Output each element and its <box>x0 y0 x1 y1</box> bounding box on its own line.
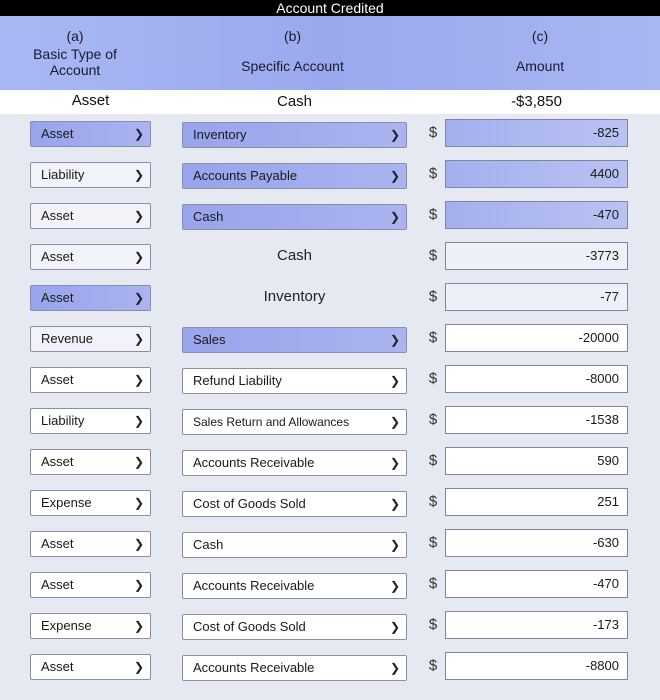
amount-input[interactable]: -173 <box>445 611 628 639</box>
chevron-down-icon: ❯ <box>389 374 400 388</box>
column-b-title: Specific Account <box>241 58 344 74</box>
chevron-down-icon: ❯ <box>133 414 144 428</box>
column-header-type <box>20 28 130 78</box>
chevron-down-icon: ❯ <box>133 578 144 592</box>
table-row <box>0 121 660 162</box>
specific-account-select[interactable]: Cash ❯ <box>182 532 407 558</box>
chevron-down-icon: ❯ <box>389 128 400 142</box>
given-account: Cash <box>276 93 313 110</box>
column-a-letter: (a) <box>66 28 84 44</box>
currency-symbol: $ <box>428 575 438 592</box>
table-row <box>0 408 660 449</box>
amount-input[interactable]: 4400 <box>445 160 628 188</box>
table-row <box>0 572 660 613</box>
table-row <box>0 613 660 654</box>
specific-account-select[interactable]: Accounts Receivable ❯ <box>182 655 407 681</box>
account-type-select[interactable]: Asset ❯ <box>30 121 151 147</box>
account-type-select[interactable]: Asset ❯ <box>30 203 151 229</box>
currency-symbol: $ <box>428 247 438 264</box>
table-row <box>0 162 660 203</box>
account-type-select[interactable]: Asset ❯ <box>30 285 151 311</box>
table-row <box>0 367 660 408</box>
chevron-down-icon: ❯ <box>389 415 400 429</box>
chevron-down-icon: ❯ <box>133 209 144 223</box>
amount-input[interactable]: -77 <box>445 283 628 311</box>
account-type-select[interactable]: Asset ❯ <box>30 367 151 393</box>
given-type: Asset <box>71 92 110 109</box>
chevron-down-icon: ❯ <box>389 661 400 675</box>
amount-input[interactable]: 251 <box>445 488 628 516</box>
account-type-select[interactable]: Asset ❯ <box>30 244 151 270</box>
chevron-down-icon: ❯ <box>389 538 400 552</box>
chevron-down-icon: ❯ <box>389 333 400 347</box>
currency-symbol: $ <box>428 288 438 305</box>
chevron-down-icon: ❯ <box>133 373 144 387</box>
amount-input[interactable]: 590 <box>445 447 628 475</box>
currency-symbol: $ <box>428 206 438 223</box>
currency-symbol: $ <box>428 165 438 182</box>
amount-input[interactable]: -470 <box>445 570 628 598</box>
chevron-down-icon: ❯ <box>389 579 400 593</box>
currency-symbol: $ <box>428 370 438 387</box>
account-type-select[interactable]: Asset ❯ <box>30 654 151 680</box>
column-b-letter: (b) <box>283 28 302 44</box>
column-header-account <box>180 28 405 74</box>
chevron-down-icon: ❯ <box>389 210 400 224</box>
table-row <box>0 531 660 572</box>
specific-account-text: Cash <box>276 247 313 264</box>
currency-symbol: $ <box>428 124 438 141</box>
account-type-select[interactable]: Expense ❯ <box>30 613 151 639</box>
specific-account-select[interactable]: Sales ❯ <box>182 327 407 353</box>
chevron-down-icon: ❯ <box>133 332 144 346</box>
account-type-select[interactable]: Asset ❯ <box>30 531 151 557</box>
window-title: Account Credited <box>276 0 384 16</box>
column-c-letter: (c) <box>531 28 549 44</box>
amount-input[interactable]: -3773 <box>445 242 628 270</box>
amount-input[interactable]: -20000 <box>445 324 628 352</box>
chevron-down-icon: ❯ <box>133 496 144 510</box>
specific-account-select[interactable]: Accounts Receivable ❯ <box>182 573 407 599</box>
table-row <box>0 203 660 244</box>
chevron-down-icon: ❯ <box>133 455 144 469</box>
specific-account-select[interactable]: Inventory ❯ <box>182 122 407 148</box>
amount-input[interactable]: -1538 <box>445 406 628 434</box>
account-type-select[interactable]: Asset ❯ <box>30 572 151 598</box>
specific-account-select[interactable]: Accounts Payable ❯ <box>182 163 407 189</box>
column-c-title: Amount <box>515 58 565 74</box>
currency-symbol: $ <box>428 452 438 469</box>
given-amount: -$3,850 <box>511 93 562 110</box>
chevron-down-icon: ❯ <box>133 537 144 551</box>
chevron-down-icon: ❯ <box>133 619 144 633</box>
specific-account-select[interactable]: Cash ❯ <box>182 204 407 230</box>
chevron-down-icon: ❯ <box>133 250 144 264</box>
chevron-down-icon: ❯ <box>133 168 144 182</box>
specific-account-select[interactable]: Sales Return and Allowances ❯ <box>182 409 407 435</box>
specific-account-select[interactable]: Cost of Goods Sold ❯ <box>182 491 407 517</box>
chevron-down-icon: ❯ <box>133 660 144 674</box>
account-type-select[interactable]: Asset ❯ <box>30 449 151 475</box>
chevron-down-icon: ❯ <box>133 127 144 141</box>
column-a-title: Basic Type of Account <box>33 46 117 78</box>
column-header-amount <box>450 28 630 74</box>
given-row <box>0 90 660 114</box>
table-row <box>0 244 660 285</box>
chevron-down-icon: ❯ <box>389 456 400 470</box>
table-row <box>0 285 660 326</box>
chevron-down-icon: ❯ <box>389 620 400 634</box>
account-type-select[interactable]: Liability ❯ <box>30 408 151 434</box>
chevron-down-icon: ❯ <box>389 169 400 183</box>
currency-symbol: $ <box>428 534 438 551</box>
currency-symbol: $ <box>428 411 438 428</box>
account-type-select[interactable]: Revenue ❯ <box>30 326 151 352</box>
amount-input[interactable]: -8800 <box>445 652 628 680</box>
currency-symbol: $ <box>428 616 438 633</box>
amount-input[interactable]: -470 <box>445 201 628 229</box>
chevron-down-icon: ❯ <box>133 291 144 305</box>
chevron-down-icon: ❯ <box>389 497 400 511</box>
table-row <box>0 490 660 531</box>
amount-input[interactable]: -8000 <box>445 365 628 393</box>
table-row <box>0 654 660 695</box>
specific-account-select[interactable]: Cost of Goods Sold ❯ <box>182 614 407 640</box>
currency-symbol: $ <box>428 493 438 510</box>
specific-account-select[interactable]: Accounts Receivable ❯ <box>182 450 407 476</box>
account-type-select[interactable]: Expense ❯ <box>30 490 151 516</box>
table-row <box>0 326 660 367</box>
account-type-select[interactable]: Liability ❯ <box>30 162 151 188</box>
currency-symbol: $ <box>428 657 438 674</box>
currency-symbol: $ <box>428 329 438 346</box>
specific-account-text: Inventory <box>263 288 326 305</box>
amount-input[interactable]: -825 <box>445 119 628 147</box>
table-row <box>0 449 660 490</box>
specific-account-select[interactable]: Refund Liability ❯ <box>182 368 407 394</box>
amount-input[interactable]: -630 <box>445 529 628 557</box>
